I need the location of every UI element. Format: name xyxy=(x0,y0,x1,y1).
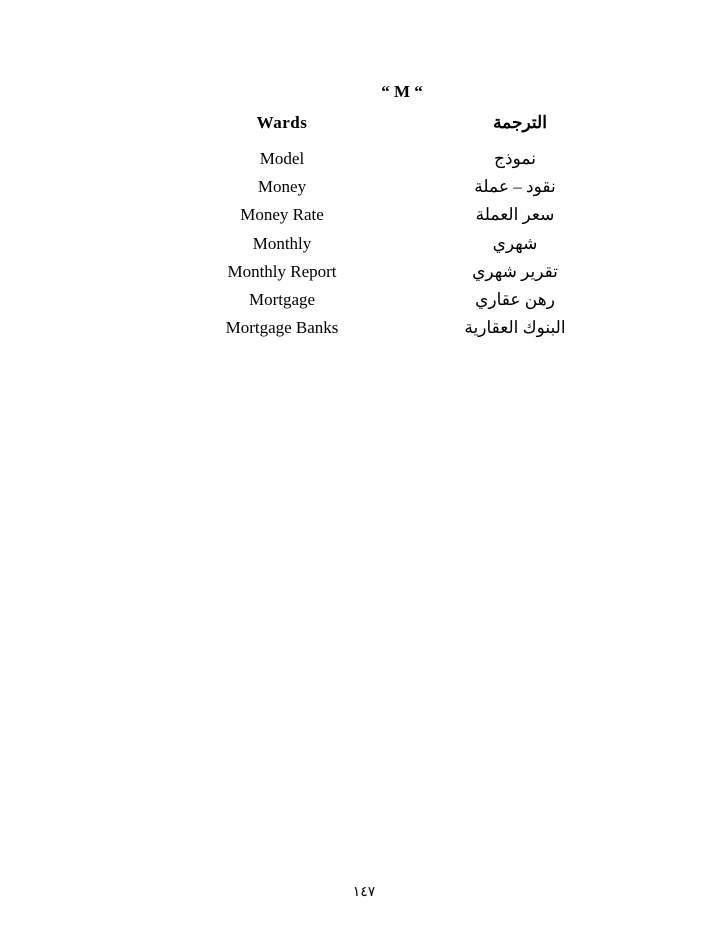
glossary-row xyxy=(0,287,728,315)
arabic-translation: سعر العملة xyxy=(475,205,555,225)
glossary-row xyxy=(0,174,728,202)
glossary-row xyxy=(0,146,728,174)
glossary-row xyxy=(0,202,728,230)
page-number: ١٤٧ xyxy=(352,885,376,900)
arabic-column-header: الترجمة xyxy=(493,113,547,132)
arabic-translation: نقود – عملة xyxy=(474,177,556,197)
glossary-row xyxy=(0,231,728,259)
english-term: Mortgage xyxy=(248,289,316,309)
glossary-table xyxy=(0,146,728,343)
english-term: Money Rate xyxy=(240,205,324,225)
arabic-translation: شهري xyxy=(492,233,538,253)
english-term: Monthly xyxy=(252,233,312,253)
english-column-header: Wards xyxy=(256,113,308,132)
arabic-translation: تقرير شهري xyxy=(472,261,558,281)
glossary-row xyxy=(0,259,728,287)
arabic-translation: نموذج xyxy=(494,149,536,168)
english-term: Model xyxy=(259,149,305,168)
arabic-translation: رهن عقاري xyxy=(475,289,555,309)
english-term: Money xyxy=(257,177,307,197)
english-term: Mortgage Banks xyxy=(225,318,339,338)
glossary-row xyxy=(0,315,728,343)
english-term: Monthly Report xyxy=(227,261,337,281)
section-letter-heading: “ M “ xyxy=(381,82,423,101)
arabic-translation: البنوك العقارية xyxy=(464,318,566,338)
